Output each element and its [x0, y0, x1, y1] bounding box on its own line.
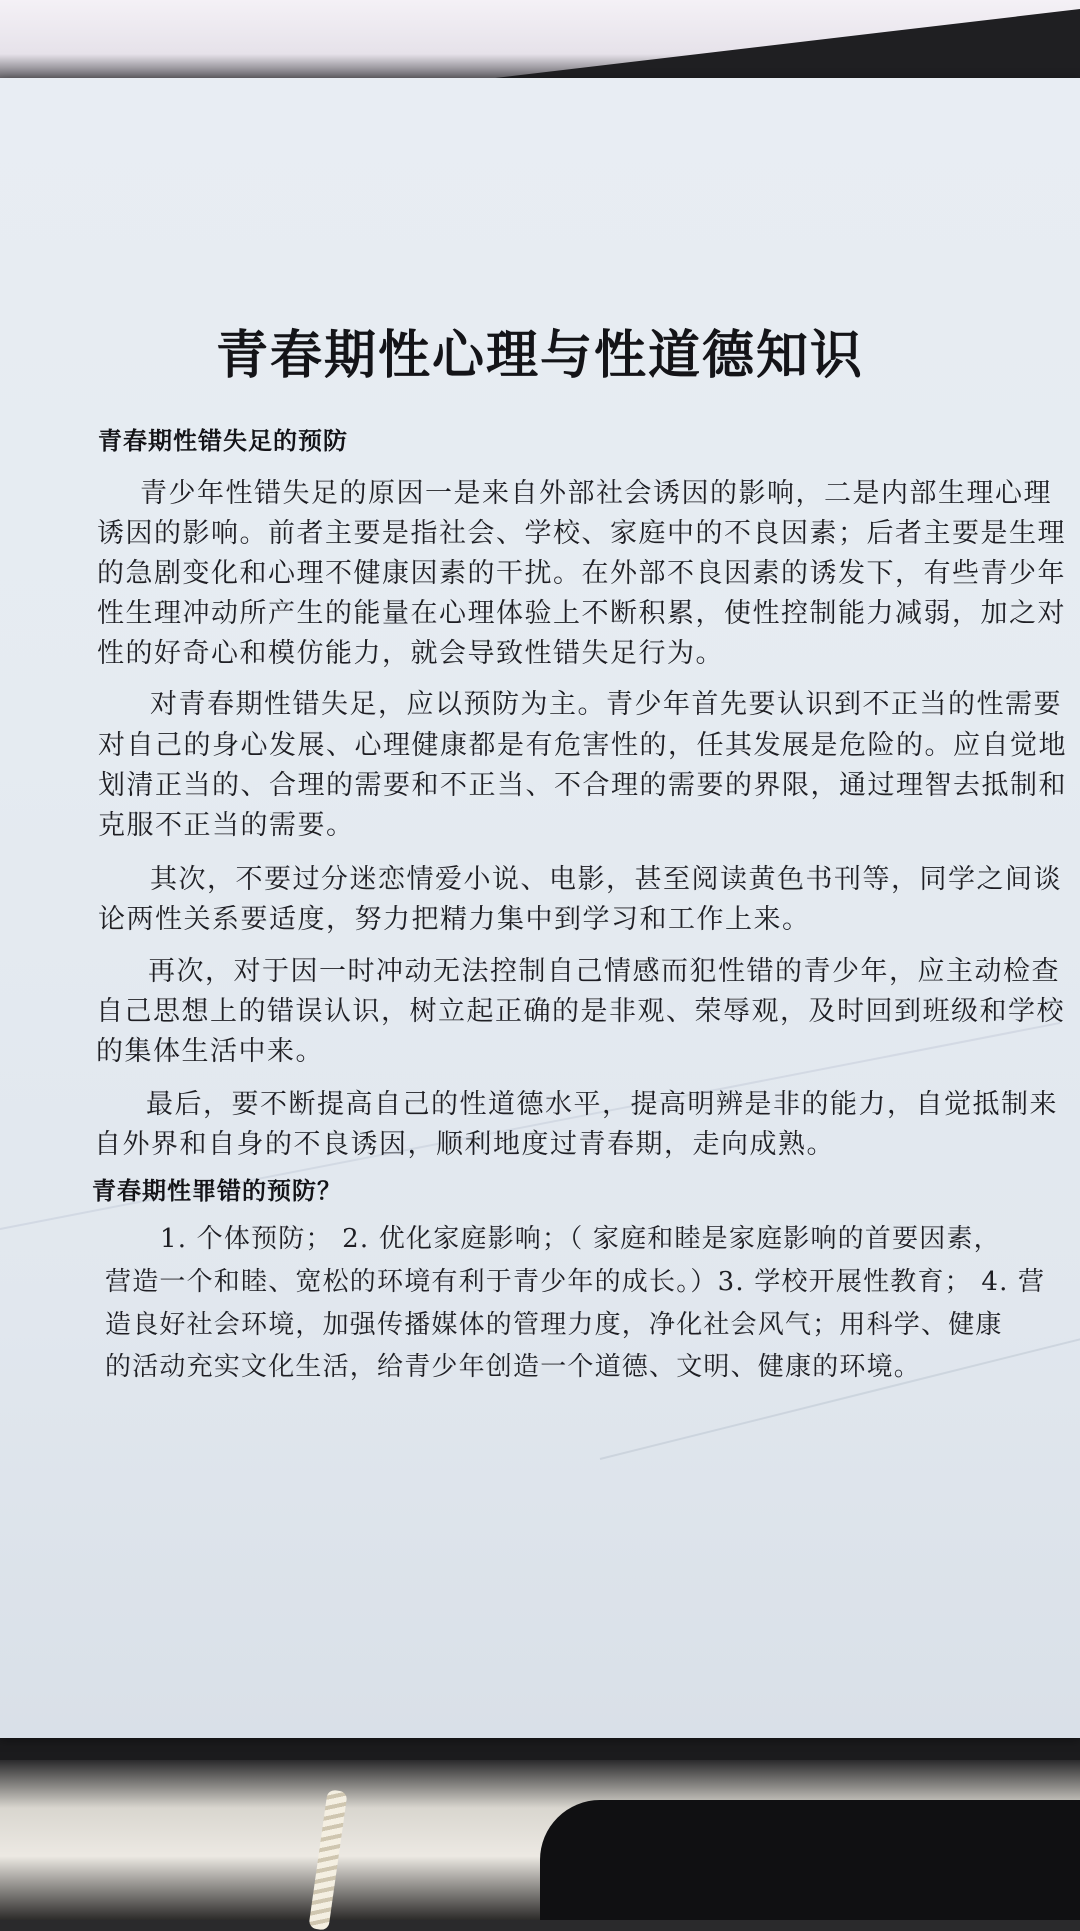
section-heading: 青春期性错失足的预防: [98, 426, 348, 455]
paragraph-line: 青少年性错失足的原因一是来自外部社会诱因的影响，二是内部生理心理: [140, 478, 1052, 509]
paragraph-line: 克服不正当的需要。: [98, 810, 355, 841]
paragraph-line: 对自己的身心发展、心理健康都是有危害性的，任其发展是危险的。应自觉地: [98, 730, 1067, 761]
paragraph-line: 诱因的影响。前者主要是指社会、学校、家庭中的不良因素；后者主要是生理: [97, 518, 1066, 549]
paragraph-line: 最后，要不断提高自己的性道德水平，提高明辨是非的能力，自觉抵制来: [146, 1089, 1058, 1120]
paragraph-line: 自外界和自身的不良诱因，顺利地度过青春期，走向成熟。: [94, 1129, 835, 1160]
paragraph-line: 自己思想上的错误认识，树立起正确的是非观、荣辱观，及时回到班级和学校: [96, 996, 1065, 1027]
list-line: 1. 个体预防； 2. 优化家庭影响；（ 家庭和睦是家庭影响的首要因素，: [160, 1224, 1001, 1254]
section-heading: 青春期性罪错的预防？: [92, 1176, 342, 1205]
list-line: 的活动充实文化生活，给青少年创造一个道德、文明、健康的环境。: [105, 1352, 922, 1382]
paragraph-line: 对青春期性错失足，应以预防为主。青少年首先要认识到不正当的性需要: [150, 689, 1062, 720]
paragraph-line: 划清正当的、合理的需要和不正当、不合理的需要的界限，通过理智去抵制和: [98, 770, 1067, 801]
paragraph-line: 的集体生活中来。: [96, 1036, 324, 1067]
paragraph-line: 其次，不要过分迷恋情爱小说、电影，甚至阅读黄色书刊等，同学之间谈: [150, 864, 1062, 895]
paragraph-line: 论两性关系要适度，努力把精力集中到学习和工作上来。: [98, 904, 811, 935]
list-line: 造良好社会环境，加强传播媒体的管理力度，净化社会风气；用科学、健康: [105, 1310, 1003, 1340]
paragraph-line: 再次，对于因一时冲动无法控制自己情感而犯性错的青少年，应主动检查: [148, 956, 1060, 987]
paragraph-line: 性的好奇心和模仿能力，就会导致性错失足行为。: [97, 638, 724, 669]
list-line: 营造一个和睦、宽松的环境有利于青少年的成长。）3. 学校开展性教育； 4. 营: [105, 1267, 1046, 1297]
document-title: 青春期性心理与性道德知识: [215, 325, 864, 386]
dark-object: [540, 1800, 1080, 1920]
paragraph-line: 性生理冲动所产生的能量在心理体验上不断积累，使性控制能力减弱，加之对: [97, 598, 1066, 629]
paragraph-line: 的急剧变化和心理不健康因素的干扰。在外部不良因素的诱发下，有些青少年: [97, 558, 1066, 589]
paper-sheet: [0, 78, 1080, 1738]
